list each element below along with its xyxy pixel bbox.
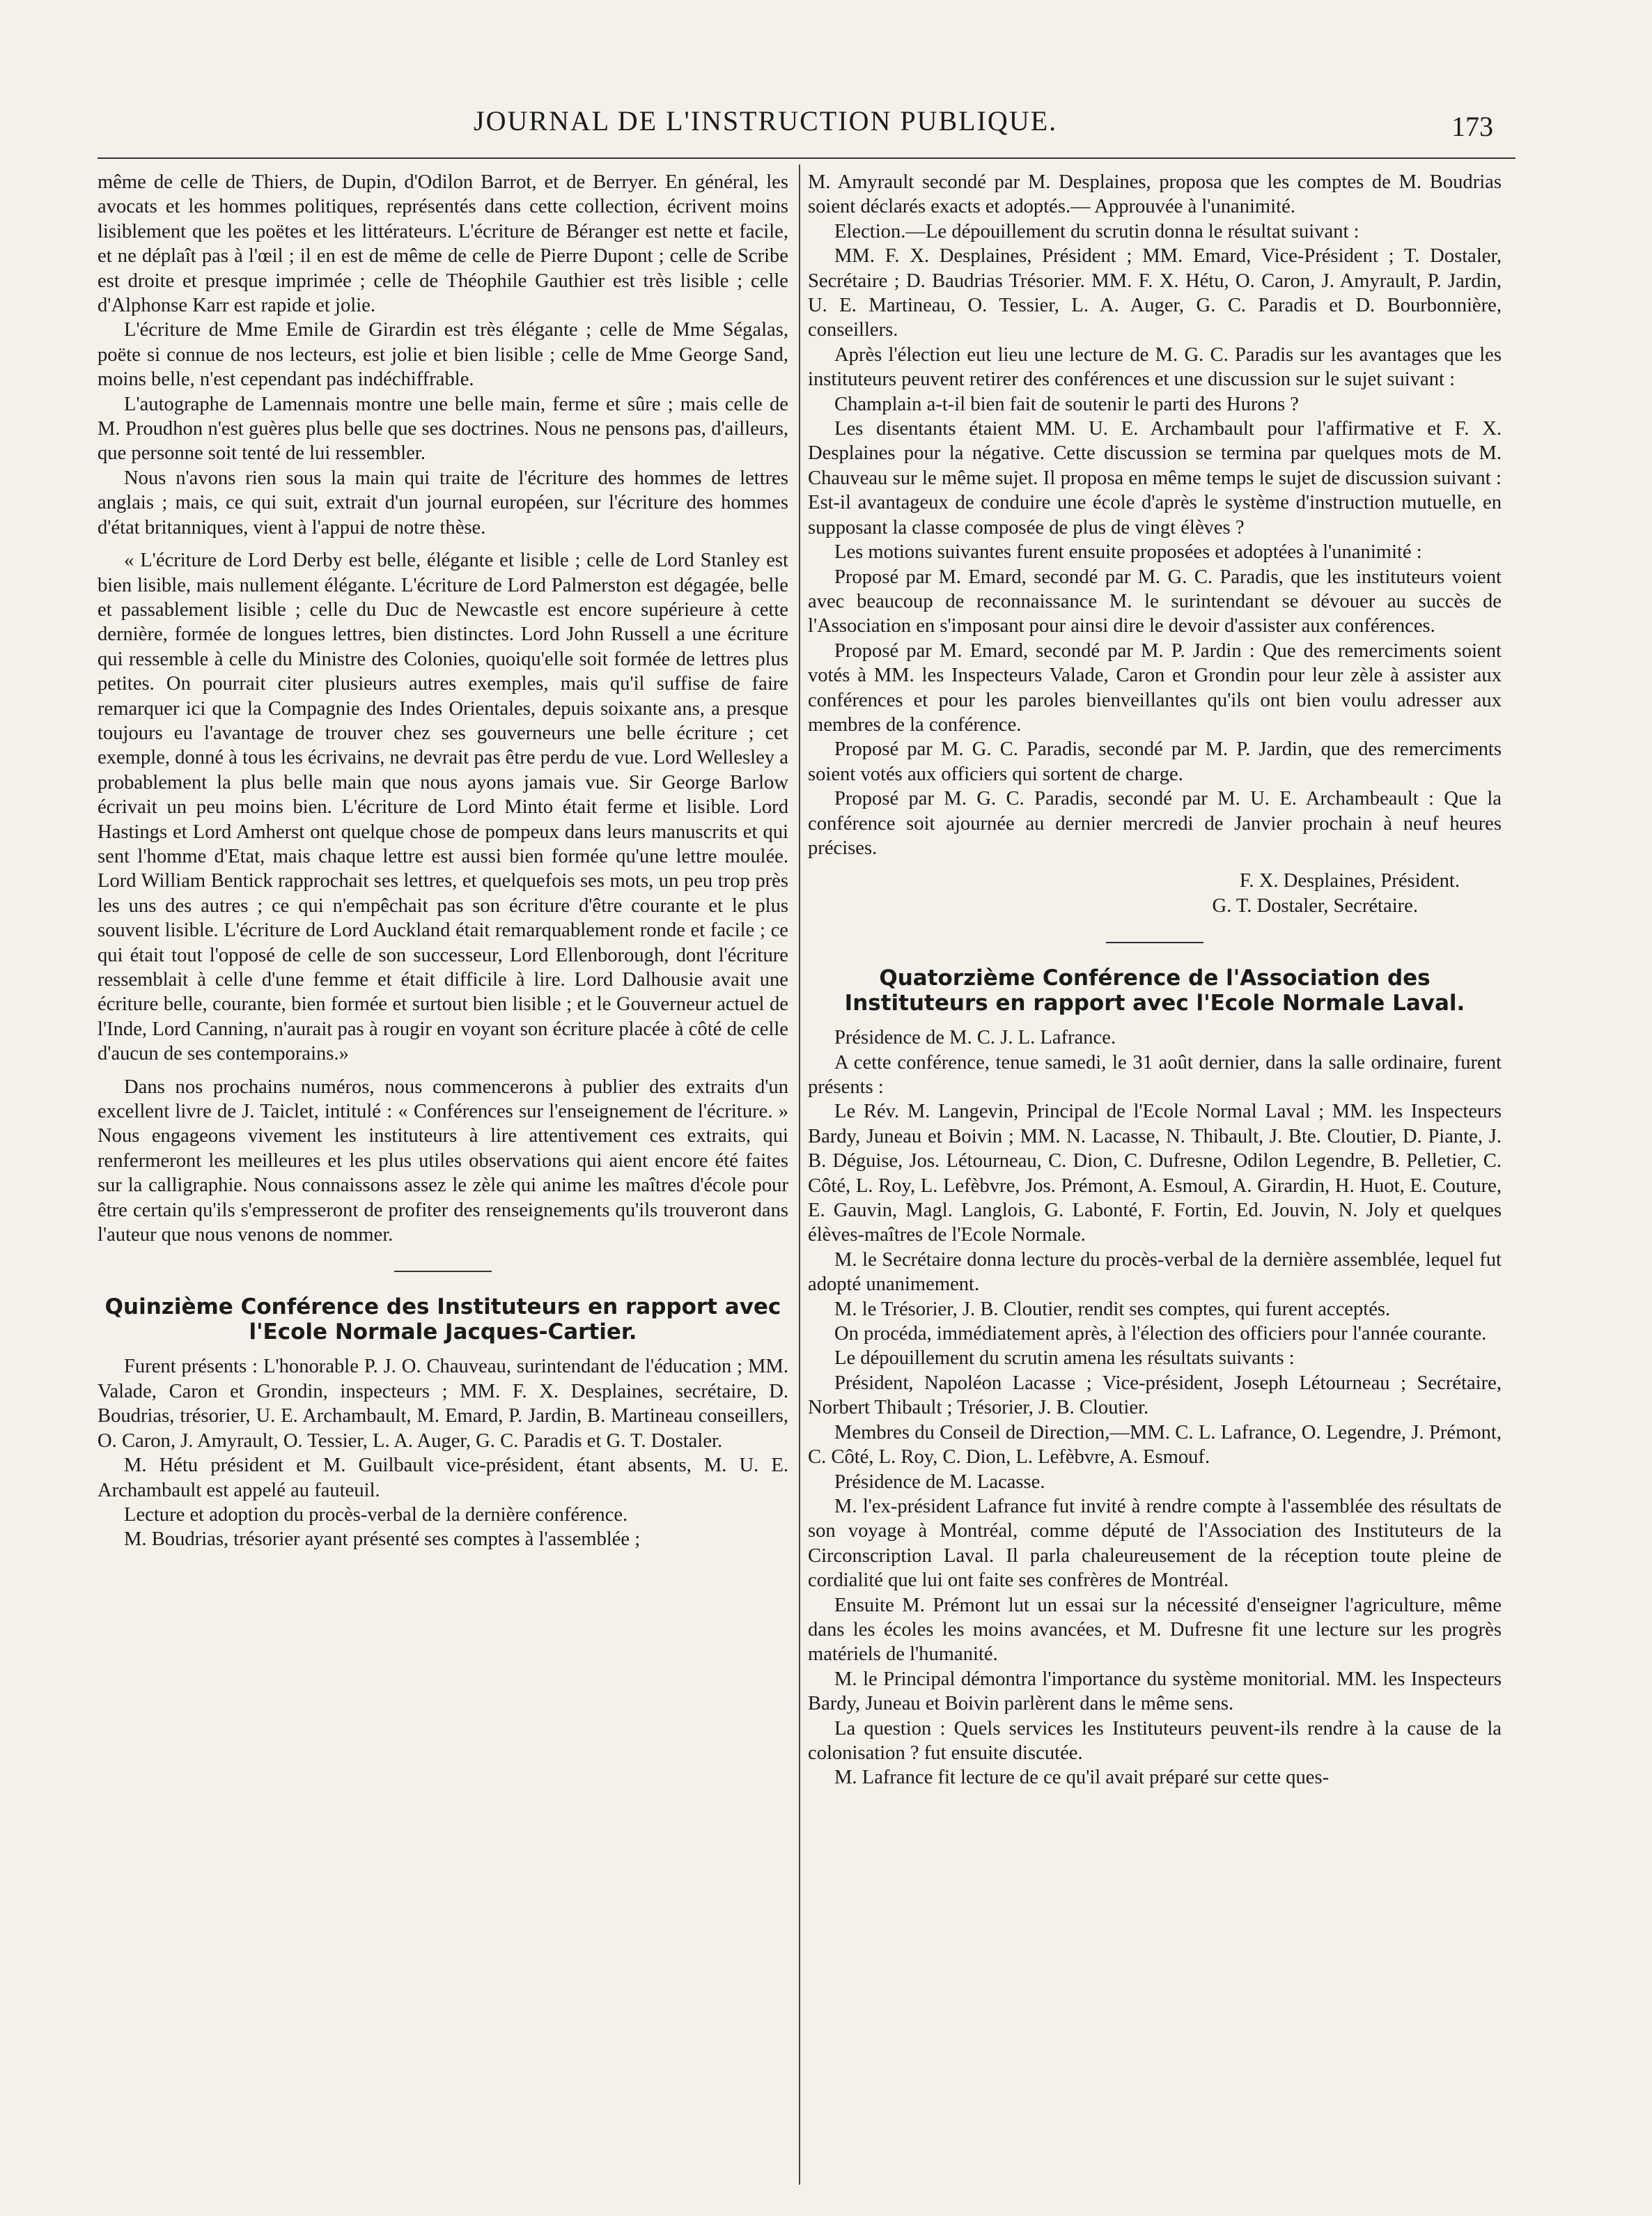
paragraph: Président, Napoléon Lacasse ; Vice-président, Joseph Létourneau ; Secrétaire, Norbert Thibault ; Trésorier, J. B. Cloutier. (808, 1372, 1502, 1419)
paragraph: Proposé par M. Emard, secondé par M. P. Jardin : Que des remerciments soient votés à MM. les Inspecteurs Valade, Caron et Grondin pour leur zèle à assister aux conférences et pour les paroles bienveillantes qu'ils ont bien voulu adresser aux membres de la conférence. (808, 640, 1502, 736)
paragraph: M. Lafrance fit lecture de ce qu'il avait préparé sur cette ques- (834, 1767, 1330, 1789)
paragraph: L'écriture de Mme Emile de Girardin est très élégante ; celle de Mme Ségalas, poëte si connue de nos lecteurs, est jolie et bien lisible ; celle de Mme George Sand, moins belle, n'est cependant pas indéchiffrable. (98, 319, 788, 391)
paragraph: L'autographe de Lamennais montre une belle main, ferme et sûre ; mais celle de M. Proudhon n'est guères plus belle que ses doctrines. Nous ne pensons pas, d'ailleurs, que personne soit tenté de lui ressembler. (98, 393, 788, 465)
paragraph: Dans nos prochains numéros, nous commencerons à publier des extraits d'un excellent livre de J. Taiclet, intitulé : « Conférences sur l'enseignement de l'écriture. » Nous engageons vivement les instituteurs à lire attentivement ces extraits, qui renfermeront les meilleures et les plus utiles observations qui aient encore été faites sur la calligraphie. Nous connaissons assez le zèle qui anime les maîtres d'école pour être certain qu'ils s'empresseront de profiter des renseignements qu'ils trouveront dans l'auteur que nous venons de nommer. (98, 1076, 788, 1246)
paragraph: Le dépouillement du scrutin amena les résultats suivants : (834, 1347, 1295, 1370)
paragraph: Le Rév. M. Langevin, Principal de l'Ecole Normal Laval ; MM. les Inspecteurs Bardy, Juneau et Boivin ; MM. N. Lacasse, N. Thibault, J. Bte. Cloutier, D. Piante, J. B. Déguise, Jos. Létourneau, C. Dion, C. Dufresne, Odilon Legendre, B. Pelletier, C. Côté, L. Roy, L. Lefèbvre, Jos. Prémont, A. Esmoul, A. Girardin, H. Huot, E. Couture, E. Gauvin, Magl. Langlois, G. Labonté, F. Fortin, Ed. Jouvin, N. Joly et quelques élèves-maîtres de l'Ecole Normale. (808, 1101, 1502, 1246)
paragraph: Proposé par M. Emard, secondé par M. G. C. Paradis, que les instituteurs voient avec beaucoup de reconnaissance M. le surintendant se dévouer au succès de l'Association en s'imposant pour ainsi dire le devoir d'assister aux conférences. (808, 566, 1502, 637)
paragraph: M. Boudrias, trésorier ayant présenté ses comptes à l'assemblée ; (124, 1528, 641, 1551)
paragraph: Proposé par M. G. C. Paradis, secondé par M. P. Jardin, que des remerciments soient votés aux officiers qui sortent de charge. (808, 738, 1502, 785)
paragraph: Furent présents : L'honorable P. J. O. Chauveau, surintendant de l'éducation ; MM. Valade, Caron et Grondin, inspecteurs ; MM. F. X. Desplaines, secrétaire, D. Boudrias, trésorier, U. E. Archambault, M. Emard, P. Jardin, B. Martineau conseillers, O. Caron, J. Amyrault, O. Tessier, L. A. Auger, G. C. Paradis et G. T. Dostaler. (98, 1356, 788, 1452)
paragraph: Proposé par M. G. C. Paradis, secondé par M. U. E. Archambeault : Que la conférence soit ajournée au dernier mercredi de Janvier prochain à neuf heures précises. (808, 788, 1502, 859)
paragraph: Présidence de M. Lacasse. (834, 1471, 1045, 1493)
left-column (98, 170, 788, 1552)
paragraph: même de celle de Thiers, de Dupin, d'Odilon Barrot, et de Berryer. En général, les avocats et les hommes politiques, représentés dans cette collection, écrivent moins lisiblement que les poëtes et les littérateurs. L'écriture de Béranger est nette et facile, et ne déplaît pas à l'œil ; il en est de même de celle de Pierre Dupont ; celle de Scribe est droite et presque imprimée ; celle de Théophile Gauthier est très lisible ; celle d'Alphonse Karr est rapide et jolie. (98, 171, 788, 317)
section-heading-jacques-cartier: Quinzième Conférence des Instituteurs en rapport avec l'Ecole Normale Jacques-Cartier. (104, 1294, 781, 1345)
paragraph: Election.—Le dépouillement du scrutin donna le résultat suivant : (834, 220, 1359, 242)
discussion-question: Champlain a-t-il bien fait de soutenir le parti des Hurons ? (834, 393, 1299, 415)
signature-secretary: G. T. Dostaler, Secrétaire. (1212, 894, 1418, 917)
header-rule (98, 157, 1515, 159)
signature-president: F. X. Desplaines, Président. (1239, 870, 1460, 892)
paragraph: La question : Quels services les Instituteurs peuvent-ils rendre à la cause de la colonisation ? fut ensuite discutée. (808, 1717, 1502, 1764)
paragraph: Lecture et adoption du procès-verbal de la dernière conférence. (124, 1503, 628, 1526)
column-divider (799, 164, 800, 2185)
paragraph: M. l'ex-président Lafrance fut invité à rendre compte à l'assemblée des résultats de son voyage à Montréal, comme député de l'Association des Instituteurs de la Circonscription Laval. Il parla chaleureusement de la réception toute pleine de cordialité que lui ont faite ses confrères de Montréal. (808, 1495, 1502, 1592)
paragraph: Après l'élection eut lieu une lecture de M. G. C. Paradis sur les avantages que les instituteurs peuvent retirer des conférences et une discussion sur le sujet suivant : (808, 343, 1502, 391)
section-separator (1106, 942, 1203, 943)
paragraph: Ensuite M. Prémont lut un essai sur la nécessité d'enseigner l'agriculture, même dans les écoles les moins avancées, et M. Dufresne fit une lecture sur les progrès matériels de l'humanité. (808, 1594, 1502, 1666)
paragraph: Les disentants étaient MM. U. E. Archambault pour l'affirmative et F. X. Desplaines pour la négative. Cette discussion se termina par quelques mots de M. Chauveau sur le même sujet. Il proposa en même temps le sujet de discussion suivant : Est-il avantageux de conduire une école d'après le système d'instruction mutuelle, en supposant la classe composée de plus de vingt élèves ? (808, 418, 1502, 538)
paragraph: M. le Trésorier, J. B. Cloutier, rendit ses comptes, qui furent acceptés. (834, 1298, 1391, 1320)
paragraph: MM. F. X. Desplaines, Président ; MM. Emard, Vice-Président ; T. Dostaler, Secrétaire ; D. Baudrias Trésorier. MM. F. X. Hétu, O. Caron, J. Amyrault, P. Jardin, U. E. Martineau, O. Tessier, L. A. Auger, G. C. Paradis et D. Bourbonnière, conseillers. (808, 245, 1502, 341)
right-column (808, 170, 1502, 1790)
page-number: 173 (1451, 111, 1493, 142)
paragraph: M. Amyrault secondé par M. Desplaines, proposa que les comptes de M. Boudrias soient déclarés exacts et adoptés.— Approuvée à l'unanimité. (808, 171, 1502, 218)
paragraph: Les motions suivantes furent ensuite proposées et adoptées à l'unanimité : (834, 541, 1422, 564)
paragraph: Présidence de M. C. J. L. Lafrance. (834, 1027, 1116, 1049)
section-heading-laval: Quatorzième Conférence de l'Association des Instituteurs en rapport avec l'Ecole Normale Laval. (844, 966, 1465, 1016)
paragraph: On procéda, immédiatement après, à l'élection des officiers pour l'année courante. (834, 1323, 1487, 1345)
journal-title: JOURNAL DE L'INSTRUCTION PUBLIQUE. (474, 105, 1058, 137)
paragraph: M. Hétu président et M. Guilbault vice-président, étant absents, M. U. E. Archambault est appelé au fauteuil. (98, 1455, 788, 1501)
paragraph: Membres du Conseil de Direction,—MM. C. L. Lafrance, O. Legendre, J. Prémont, C. Côté, L. Roy, C. Dion, L. Lefèbvre, A. Esmouf. (808, 1421, 1502, 1469)
paragraph: Nous n'avons rien sous la main qui traite de l'écriture des hommes de lettres anglais ; mais, ce qui suit, extrait d'un journal européen, sur l'écriture des hommes d'état britanniques, vient à l'appui de notre thèse. (98, 467, 788, 538)
paragraph: A cette conférence, tenue samedi, le 31 août dernier, dans la salle ordinaire, furent présents : (808, 1051, 1502, 1098)
section-separator (394, 1271, 492, 1272)
quoted-extract: « L'écriture de Lord Derby est belle, élégante et lisible ; celle de Lord Stanley est bien lisible, mais nullement élégante. L'écriture de Lord Palmerston est dégagée, belle et passablement lisible ; celle du Duc de Newcastle est encore supérieure à cette dernière, formée de longues lettres, bien distinctes. Lord John Russell a une écriture qui ressemble à celle du Ministre des Colonies, quoiqu'elle soit formée de lettres plus petites. On pourrait citer plusieurs autres exemples, mais qu'il suffise de faire remarquer ici que la Compagnie des Indes Orientales, depuis soixante ans, a presque toujours eu l'avantage de trouver chez ses gouverneurs une belle écriture ; cet exemple, donné à tous les écrivains, ne devrait pas être perdu de vue. Lord Wellesley a probablement la plus belle main que nous ayons jamais vue. Sir George Barlow écrivait un peu moins bien. L'écriture de Lord Minto était ferme et lisible. Lord Hastings et Lord Amherst ont quelque chose de pompeux dans leurs manuscrits et qui sent l'homme d'Etat, mais chaque lettre est aussi bien formée qu'une lettre moulée. Lord William Bentick rapprochait ses lettres, et quelquefois ses mots, un peu trop près les uns des autres ; ce qui n'empêchait pas son écriture d'être courante et le plus souvent lisible. L'écriture de Lord Auckland était remarquablement ronde et facile ; ce qui était tout l'opposé de celle de son successeur, Lord Ellenborough, dont l'écriture ressemblait à celle d'une femme et était difficile à lire. Lord Dalhousie avait une écriture belle, courante, bien formée et surtout bien lisible ; et le Gouverneur actuel de l'Inde, Lord Canning, n'aurait pas à rougir en voyant son écriture placée à côté de celle d'aucun de ses contemporains.» (98, 550, 788, 1065)
paragraph: M. le Secrétaire donna lecture du procès-verbal de la dernière assemblée, lequel fut adopté unanimement. (808, 1248, 1502, 1296)
paragraph: M. le Principal démontra l'importance du système monitorial. MM. les Inspecteurs Bardy, Juneau et Boivin parlèrent dans le même sens. (808, 1668, 1502, 1715)
